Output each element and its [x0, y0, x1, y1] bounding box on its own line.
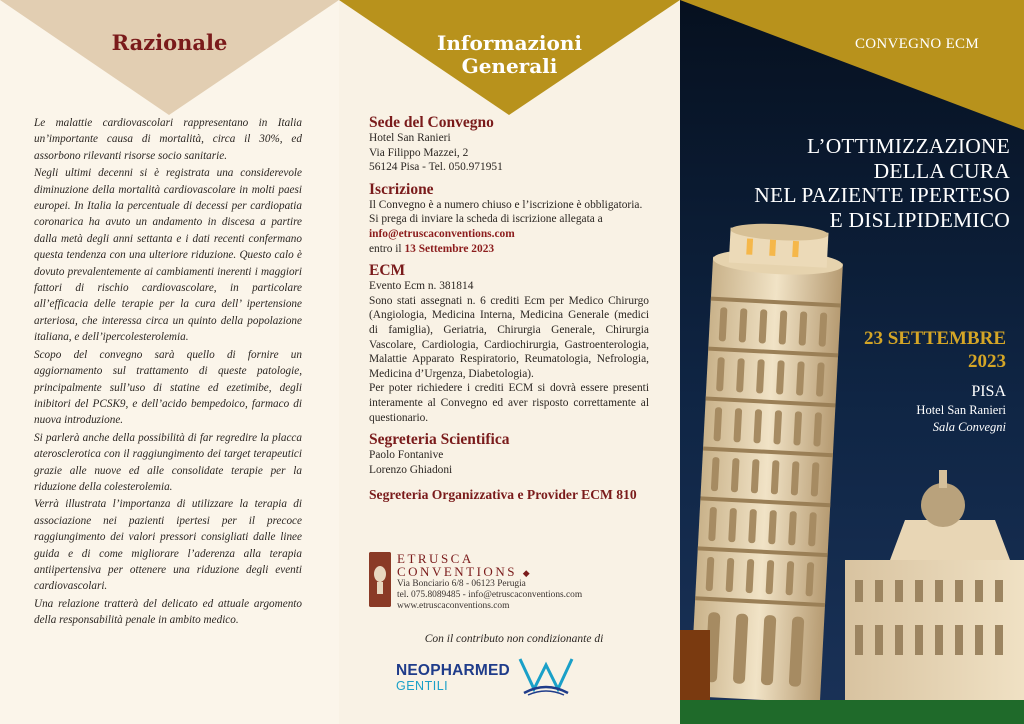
- convegno-label: CONVEGNO ECM: [854, 36, 980, 52]
- organizer-website[interactable]: www.etruscaconventions.com: [397, 601, 510, 611]
- event-title-line: DELLA CURA: [873, 158, 1010, 183]
- iscrizione-text-part: entro il: [369, 242, 402, 255]
- organizer-contacts: tel. 075.8089485 - info@etruscaconventions.com: [397, 590, 583, 600]
- ecm-crediti: Sono stati assegnati n. 6 crediti Ecm per Medico Chirurgo (Angiologia, Medicina Interna, Medicina Generale (medici di famiglia), Geriatria, Chirurgia Generale, Chirurgia Vascolare, Cardiologia, Cardiochirurgia, Gastroenterologia, Malattie Apparato Respiratorio, Reumatologia, Nefrologia, Medicina d’Urgenza, Diabetologia).: [369, 294, 649, 380]
- segreteria-organizzativa-title: Segreteria Organizzativa e Provider ECM 810: [369, 487, 637, 503]
- diamond-icon: ◆: [522, 568, 530, 578]
- informazioni-heading-line1: Informazioni: [437, 31, 582, 55]
- event-date-year: 2023: [968, 351, 1006, 372]
- event-title-line: E DISLIPIDEMICO: [829, 207, 1010, 232]
- sede-line: Hotel San Ranieri: [369, 132, 451, 144]
- informazioni-heading: [339, 32, 680, 78]
- iscrizione-email-link[interactable]: info@etruscaconventions.com: [369, 227, 515, 240]
- razionale-text: [34, 115, 302, 630]
- ecm-requisiti: Per poter richiedere i crediti ECM si dovrà essere presenti interamente al Convegno ed aver risposto correttamente al questionario.: [369, 382, 649, 424]
- organizer-address: Via Bonciario 6/8 - 06123 Perugia: [397, 579, 526, 589]
- iscrizione-text: [369, 212, 649, 241]
- sede-title: Sede del Convegno: [369, 114, 494, 131]
- razionale-heading: Razionale: [111, 30, 228, 55]
- logo-name-line2: [397, 565, 530, 580]
- neopharmed-logo: [396, 657, 586, 697]
- informazioni-content: [369, 114, 649, 503]
- sede-line: 56124 Pisa - Tel. 050.971951: [369, 161, 503, 174]
- event-title-line: L’OTTIMIZZAZIONE: [806, 134, 1010, 158]
- etruscan-head-icon: [369, 552, 391, 607]
- event-hotel: Hotel San Ranieri: [916, 403, 1006, 417]
- logo-address-block: [397, 579, 582, 612]
- sponsor-name: NEOPHARMED: [396, 662, 510, 679]
- segreteria-scientifica-title: Segreteria Scientifica: [369, 431, 510, 449]
- sponsor-wave-icon: [516, 655, 576, 697]
- informazioni-heading-line2: Generali: [461, 54, 558, 78]
- panel-cover: [680, 0, 1024, 724]
- event-room: Sala Convegni: [932, 420, 1006, 434]
- event-date: [806, 327, 1006, 373]
- razionale-paragraph: Si parlerà anche della possibilità di far regredire la placca aterosclerotica con il raggiungimento dei target terapeutici grazie alle nuove ed alle consolidate terapie per la riduzione della colesterolemia.: [34, 431, 302, 493]
- event-title: [680, 134, 1010, 232]
- etrusca-conventions-logo: [369, 552, 669, 614]
- iscrizione-deadline-line: [369, 242, 649, 257]
- razionale-paragraph: Negli ultimi decenni si è registrata una considerevole diminuzione della mortalità cardiovascolare in molti paesi europei. In Italia la percentuale di decessi per cardiopatia coronarica ha avuto un andamento in discesa a partire dalla metà degli anni settanta e i dati recenti confermano questa tendenza con una ulteriore riduzione. Questo calo è dovuto prevalentemente ai cambiamenti inerenti i maggiori fattori di rischio cardiovascolare, in particolare all’efficacia delle terapie per la cura dell’ ipertensione arteriosa, che interessa circa un quinto della popolazione italiana, e dell’ipercolesterolemia.: [34, 167, 302, 344]
- razionale-header-shape: [0, 0, 339, 115]
- razionale-paragraph: Una relazione tratterà del delicato ed attuale argomento della responsabilità penale in ambito medico.: [34, 597, 302, 627]
- event-city: PISA: [971, 383, 1006, 400]
- logo-name-text: CONVENTIONS: [397, 564, 517, 579]
- iscrizione-title: Iscrizione: [369, 180, 434, 198]
- razionale-paragraph: Scopo del convegno sarà quello di fornire un aggiornamento sul trattamento di queste patologie, principalmente sull’uso di statine ed ezetimibe, degli inibitori del PCSK9, e dell’acido bempedoico, farmaco di nuova introduzione.: [34, 348, 302, 427]
- iscrizione-text: Il Convegno è a numero chiuso e l’iscrizione è obbligatoria.: [369, 198, 643, 211]
- iscrizione-text-part: Si prega di inviare la scheda di iscrizione allegata a: [369, 213, 603, 226]
- razionale-paragraph: Verrà illustrata l’importanza di utilizzare la terapia di associazione nei pazienti ipertesi per il precoce raggiungimento dei valori pressori consigliati dalle linee guida e di come migliorare l’aderenza alla terapia antiipertensiva per ottenere una riduzione degli eventi cardiovascolari.: [34, 498, 302, 593]
- razionale-paragraph: Le malattie cardiovascolari rappresentano in Italia un’importante causa di mortalità, circa il 30%, ed assorbono rilevanti risorse socio sanitarie.: [34, 117, 302, 162]
- sede-line: Via Filippo Mazzei, 2: [369, 146, 469, 159]
- segreteria-scientifica-name: Lorenzo Ghiadoni: [369, 463, 453, 476]
- event-date-day: 23 SETTEMBRE: [863, 328, 1006, 349]
- event-title-line: NEL PAZIENTE IPERTESO: [754, 183, 1010, 207]
- sponsor-note: Con il contributo non condizionante di: [424, 633, 604, 645]
- sponsor-sub: GENTILI: [396, 679, 449, 693]
- segreteria-scientifica-name: Paolo Fontanive: [369, 449, 444, 462]
- iscrizione-deadline: 13 Settembre 2023: [404, 242, 495, 255]
- ecm-evento: Evento Ecm n. 381814: [369, 280, 474, 293]
- ecm-title: ECM: [369, 262, 406, 280]
- logo-name-line1: ETRUSCA: [397, 551, 474, 566]
